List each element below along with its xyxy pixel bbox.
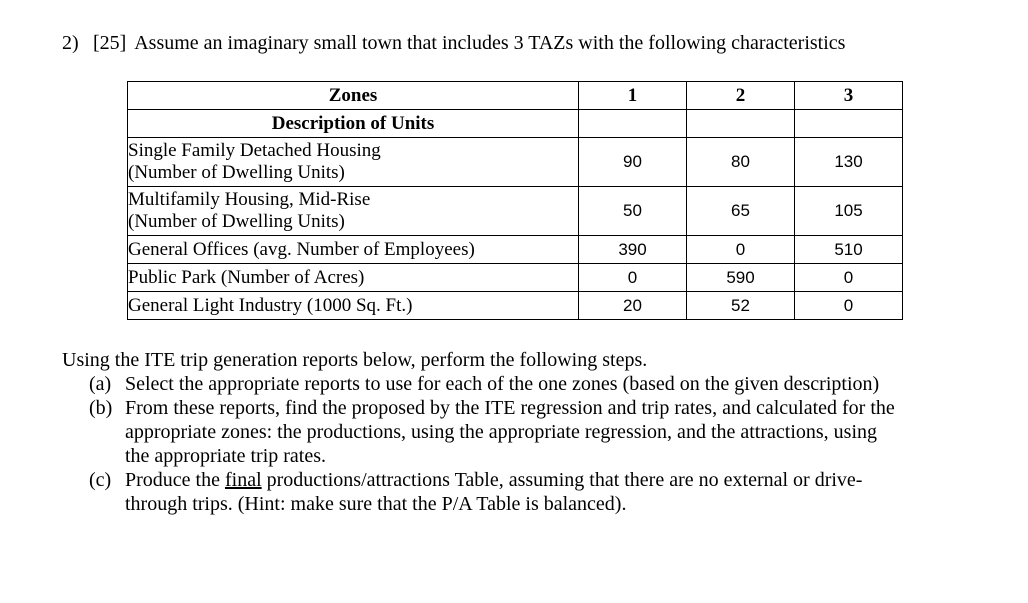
row-label: Public Park (Number of Acres) xyxy=(128,264,579,292)
zone-2-value: 0 xyxy=(687,236,795,264)
zone-3-header: 3 xyxy=(795,82,903,110)
zone-1-value: 0 xyxy=(579,264,687,292)
row-label: General Light Industry (1000 Sq. Ft.) xyxy=(128,292,579,320)
table-row xyxy=(128,292,903,320)
zone-3-value: 0 xyxy=(795,264,903,292)
step-text-post: productions/attractions Table, assuming that there are no external or drive- xyxy=(261,469,863,491)
question-points: [25] xyxy=(93,32,127,54)
row-label xyxy=(128,187,579,236)
zone-1-value: 390 xyxy=(579,236,687,264)
question-number: 2) xyxy=(62,32,79,54)
row-label-line1: Multifamily Housing, Mid-Rise xyxy=(128,189,371,210)
step-text-line: the appropriate trip rates. xyxy=(125,445,327,467)
step-b xyxy=(62,396,982,468)
zone-2-value: 590 xyxy=(687,264,795,292)
zone-2-header: 2 xyxy=(687,82,795,110)
step-text: Select the appropriate reports to use for each of the one zones (based on the given description) xyxy=(125,373,880,395)
instructions xyxy=(62,348,982,516)
question-heading xyxy=(62,31,845,55)
zones-header: Zones xyxy=(128,82,579,110)
row-label xyxy=(128,138,579,187)
zone-1-header: 1 xyxy=(579,82,687,110)
zone-3-value: 130 xyxy=(795,138,903,187)
row-label-line1: Single Family Detached Housing xyxy=(128,140,381,161)
zone-1-value: 20 xyxy=(579,292,687,320)
taz-characteristics-table xyxy=(127,81,903,320)
table-row xyxy=(128,187,903,236)
zone-3-value: 105 xyxy=(795,187,903,236)
row-label-line2: (Number of Dwelling Units) xyxy=(128,211,345,232)
step-text-line xyxy=(125,468,982,492)
zone-3-value: 510 xyxy=(795,236,903,264)
row-label: General Offices (avg. Number of Employees) xyxy=(128,236,579,264)
step-marker: (b) xyxy=(89,397,113,419)
step-c xyxy=(62,468,982,516)
table-row xyxy=(128,236,903,264)
table-row xyxy=(128,264,903,292)
table-header-row xyxy=(128,82,903,110)
empty-cell xyxy=(687,110,795,138)
step-marker: (a) xyxy=(89,373,112,395)
description-header: Description of Units xyxy=(128,110,579,138)
zone-2-value: 52 xyxy=(687,292,795,320)
question-text: Assume an imaginary small town that includes 3 TAZs with the following characteristics xyxy=(134,32,846,54)
zone-1-value: 50 xyxy=(579,187,687,236)
row-label-line2: (Number of Dwelling Units) xyxy=(128,162,345,183)
step-text-line: appropriate zones: the productions, using the appropriate regression, and the attractions, using xyxy=(125,421,878,443)
step-text-line: through trips. (Hint: make sure that the P/A Table is balanced). xyxy=(125,493,627,515)
zone-1-value: 90 xyxy=(579,138,687,187)
zone-3-value: 0 xyxy=(795,292,903,320)
step-a xyxy=(62,372,982,396)
instructions-intro: Using the ITE trip generation reports below, perform the following steps. xyxy=(62,349,648,371)
zone-2-value: 80 xyxy=(687,138,795,187)
description-header-row xyxy=(128,110,903,138)
empty-cell xyxy=(579,110,687,138)
step-text-pre: Produce the xyxy=(125,469,225,491)
step-marker: (c) xyxy=(89,469,112,491)
step-list xyxy=(62,372,982,516)
step-text-line: From these reports, find the proposed by the ITE regression and trip rates, and calculated for the xyxy=(125,397,895,419)
table-row xyxy=(128,138,903,187)
zone-2-value: 65 xyxy=(687,187,795,236)
empty-cell xyxy=(795,110,903,138)
emphasis-final: final xyxy=(224,469,262,491)
